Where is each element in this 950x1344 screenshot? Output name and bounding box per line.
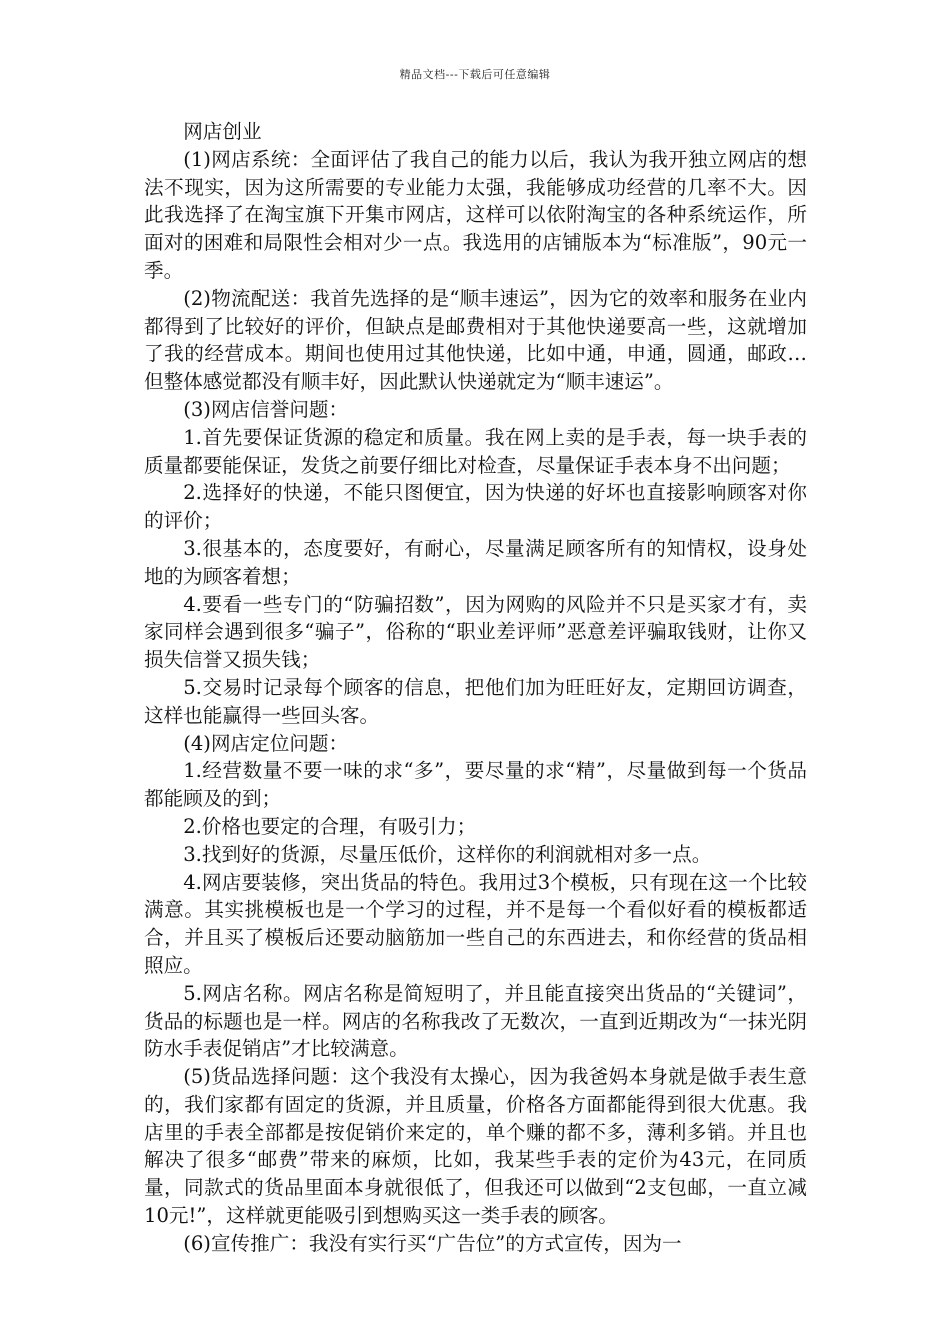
paragraph: 3.很基本的，态度要好，有耐心，尽量满足顾客所有的知情权，设身处地的为顾客着想； xyxy=(144,536,807,588)
paragraph: 2.价格也要定的合理，有吸引力； xyxy=(183,814,477,838)
paragraph: 4.网店要装修，突出货品的特色。我用过3个模板，只有现在这一个比较满意。其实挑模板也是一个学习的过程，并不是每一个看似好看的模板都适合，并且买了模板后还要动脑筋加一些自己的东西进去，和你经营的货品相照应。 xyxy=(144,870,807,977)
paragraph: (1)网店系统：全面评估了我自己的能力以后，我认为我开独立网店的想法不现实，因为这所需要的专业能力太强，我能够成功经营的几率不大。因此我选择了在淘宝旗下开集市网店，这样可以依附淘宝的各种系统运作，所面对的困难和局限性会相对少一点。我选用的店铺版本为“标准版”，90元一季。 xyxy=(144,147,807,282)
paragraph: 5.网店名称。网店名称是简短明了，并且能直接突出货品的“关键词”，货品的标题也是一样。网店的名称我改了无数次，一直到近期改为“一抹光阴防水手表促销店”才比较满意。 xyxy=(144,981,807,1061)
paragraph: 1.经营数量不要一味的求“多”，要尽量的求“精”，尽量做到每一个货品都能顾及的到； xyxy=(144,759,807,811)
paragraph: 3.找到好的货源，尽量压低价，这样你的利润就相对多一点。 xyxy=(183,842,712,866)
paragraph: (5)货品选择问题：这个我没有太操心，因为我爸妈本身就是做手表生意的，我们家都有固定的货源，并且质量，价格各方面都能得到很大优惠。我店里的手表全部都是按促销价来定的，单个赚的都不多，薄利多销。并且也解决了很多“邮费”带来的麻烦，比如，我某些手表的定价为43元，在同质量，同款式的货品里面本身就很低了，但我还可以做到“2支包邮，一直立减10元!”，这样就更能吸引到想购买这一类手表的顾客。 xyxy=(144,1065,807,1228)
paragraph: 4.要看一些专门的“防骗招数”，因为网购的风险并不只是买家才有，卖家同样会遇到很多“骗子”，俗称的“职业差评师”恶意差评骗取钱财，让你又损失信誉又损失钱； xyxy=(144,592,807,672)
paragraph: (6)宣传推广：我没有实行买“广告位”的方式宣传，因为一 xyxy=(183,1231,682,1255)
paragraph: 1.首先要保证货源的稳定和质量。我在网上卖的是手表，每一块手表的质量都要能保证，发货之前要仔细比对检查，尽量保证手表本身不出问题； xyxy=(144,425,807,477)
paragraph: (2)物流配送：我首先选择的是“顺丰速运”，因为它的效率和服务在业内都得到了比较好的评价，但缺点是邮费相对于其他快递要高一些，这就增加了我的经营成本。期间也使用过其他快递，比如中通，申通，圆通，邮政…但整体感觉都没有顺丰好，因此默认快递就定为“顺丰速运”。 xyxy=(144,286,807,394)
header-note: 精品文档---下载后可任意编辑 xyxy=(399,68,551,81)
document-body xyxy=(144,118,807,1258)
paragraph: (3)网店信誉问题： xyxy=(183,397,349,421)
document-title: 网店创业 xyxy=(183,120,262,143)
paragraph: (4)网店定位问题： xyxy=(183,731,349,755)
paragraph: 5.交易时记录每个顾客的信息，把他们加为旺旺好友，定期回访调查，这样也能赢得一些回头客。 xyxy=(144,675,807,727)
paragraph: 2.选择好的快递，不能只图便宜，因为快递的好坏也直接影响顾客对你的评价； xyxy=(144,481,807,533)
